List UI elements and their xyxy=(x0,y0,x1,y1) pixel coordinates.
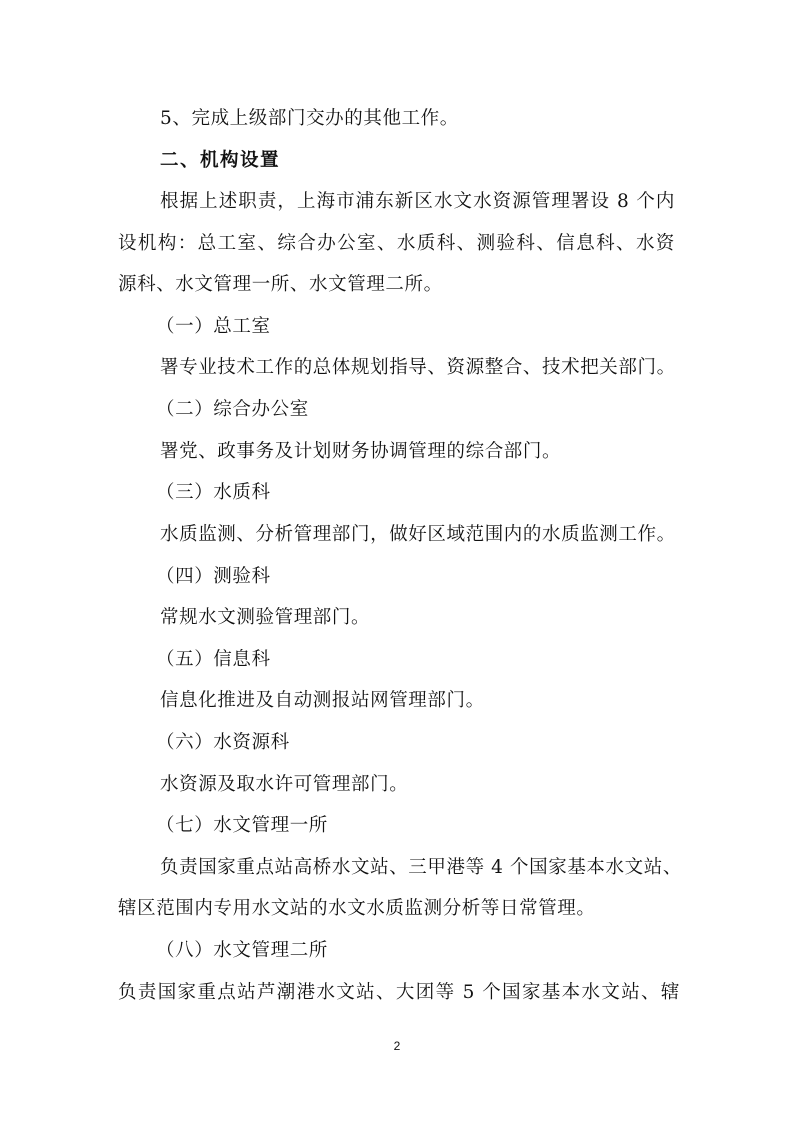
unit-heading-1: （一）总工室 xyxy=(156,316,271,337)
organization-paragraph-line-1: 根据上述职责，上海市浦东新区水文水资源管理署设 8 个内 xyxy=(160,191,675,212)
unit-description-6: 水资源及取水许可管理部门。 xyxy=(160,774,409,795)
unit-description-8-line-1: 负责国家重点站芦潮港水文站、大团等 5 个国家基本水文站、辖 xyxy=(118,982,680,1003)
duty-item-5: 5、完成上级部门交办的其他工作。 xyxy=(160,108,459,129)
unit-heading-2: （二）综合办公室 xyxy=(156,399,309,420)
unit-description-2: 署党、政事务及计划财务协调管理的综合部门。 xyxy=(160,441,562,462)
organization-paragraph-line-3: 源科、水文管理一所、水文管理二所。 xyxy=(118,274,443,295)
organization-paragraph-line-2: 设机构：总工室、综合办公室、水质科、测验科、信息科、水资 xyxy=(118,233,675,254)
section-heading-organization: 二、机构设置 xyxy=(160,150,281,171)
unit-heading-5: （五）信息科 xyxy=(156,649,271,670)
unit-description-7-line-2: 辖区范围内专用水文站的水文水质监测分析等日常管理。 xyxy=(118,898,596,919)
unit-description-3: 水质监测、分析管理部门，做好区域范围内的水质监测工作。 xyxy=(160,524,676,545)
unit-description-5: 信息化推进及自动测报站网管理部门。 xyxy=(160,690,485,711)
unit-description-1: 署专业技术工作的总体规划指导、资源整合、技术把关部门。 xyxy=(160,357,676,378)
unit-heading-6: （六）水资源科 xyxy=(156,732,290,753)
unit-description-7-line-1: 负责国家重点站高桥水文站、三甲港等 4 个国家基本水文站、 xyxy=(160,857,682,878)
unit-heading-3: （三）水质科 xyxy=(156,482,271,503)
unit-heading-4: （四）测验科 xyxy=(156,566,271,587)
unit-heading-7: （七）水文管理一所 xyxy=(156,815,328,836)
unit-description-4: 常规水文测验管理部门。 xyxy=(160,607,371,628)
page-number: 2 xyxy=(393,1039,401,1053)
unit-heading-8: （八）水文管理二所 xyxy=(156,940,328,961)
